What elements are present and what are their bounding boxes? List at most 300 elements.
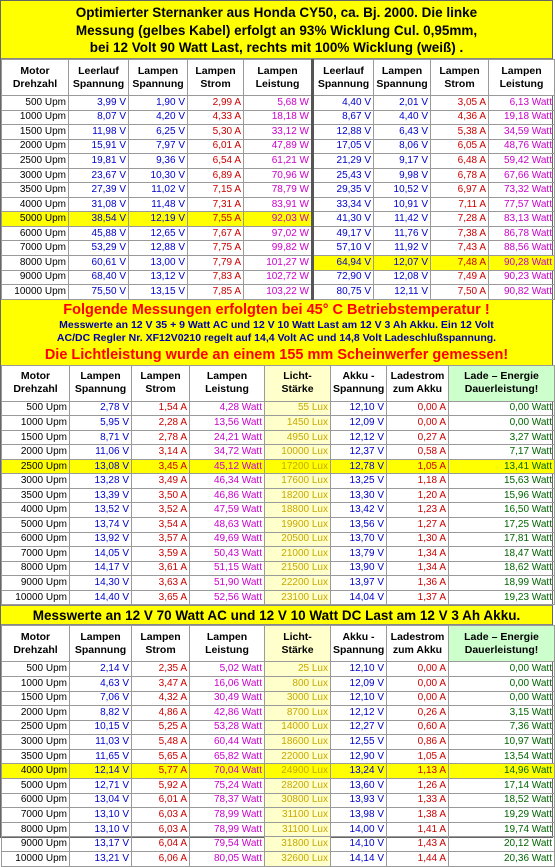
table-cell: 19,18 Watt bbox=[489, 110, 555, 125]
column-header: Motor Drehzahl bbox=[2, 365, 70, 401]
table-cell: 2000 Upm bbox=[2, 445, 70, 460]
title-line-3: bei 12 Volt 90 Watt Last, rechts mit 100% Wicklung (weiß) . bbox=[89, 40, 464, 55]
table-cell: 9,36 V bbox=[129, 154, 188, 169]
table-cell: 20,36 Watt bbox=[449, 852, 555, 867]
table-cell: 48,76 Watt bbox=[489, 139, 555, 154]
table-cell: 77,57 Watt bbox=[489, 197, 555, 212]
column-header: Akku - Spannung bbox=[331, 626, 387, 662]
table-cell: 6,43 V bbox=[374, 125, 431, 140]
table-cell: 13,98 V bbox=[331, 808, 387, 823]
table-cell: 11,76 V bbox=[374, 226, 431, 241]
table-cell: 11,92 V bbox=[374, 241, 431, 256]
table-cell: 16,06 Watt bbox=[190, 676, 265, 691]
table-cell: 6,03 A bbox=[132, 808, 190, 823]
table-cell: 75,50 V bbox=[69, 285, 129, 300]
table-cell: 19,81 V bbox=[69, 154, 129, 169]
table-row bbox=[2, 139, 555, 154]
table-row bbox=[2, 110, 555, 125]
table-cell: 13,39 V bbox=[70, 488, 132, 503]
table-cell: 13,10 V bbox=[70, 808, 132, 823]
table-cell: 6,04 A bbox=[132, 837, 190, 852]
table-cell: 1,38 A bbox=[387, 808, 449, 823]
column-header: Lampen Spannung bbox=[374, 60, 431, 96]
table-cell: 1,41 A bbox=[387, 822, 449, 837]
table-cell: 500 Upm bbox=[2, 96, 69, 111]
table-cell: 5,30 A bbox=[188, 125, 244, 140]
regulator-note: AC/DC Regler Nr. XF12V0210 regelt auf 14,4 Volt AC und 14,8 Volt Ladeschlußspannung. bbox=[56, 332, 497, 345]
table-cell: 14,10 V bbox=[331, 837, 387, 852]
headlight-note: Die Lichtleistung wurde an einem 155 mm Scheinwerfer gemessen! bbox=[44, 346, 509, 363]
table-cell: 3,45 A bbox=[132, 459, 190, 474]
table-cell: 6,03 A bbox=[132, 822, 190, 837]
table-cell: 11,06 V bbox=[70, 445, 132, 460]
table-cell: 3,27 Watt bbox=[449, 430, 555, 445]
conditions-banner bbox=[1, 300, 552, 365]
table-cell: 6000 Upm bbox=[2, 226, 69, 241]
table-cell: 12,10 V bbox=[331, 401, 387, 416]
table-cell: 10000 Lux bbox=[265, 445, 331, 460]
table-cell: 5000 Upm bbox=[2, 212, 69, 227]
table-cell: 13,92 V bbox=[70, 532, 132, 547]
table-cell: 33,34 V bbox=[313, 197, 374, 212]
table-cell: 41,30 V bbox=[313, 212, 374, 227]
table-cell: 23100 Lux bbox=[265, 590, 331, 605]
table-cell: 60,44 Watt bbox=[190, 735, 265, 750]
table-cell: 1,34 A bbox=[387, 561, 449, 576]
table-cell: 31,08 V bbox=[69, 197, 129, 212]
table-cell: 18200 Lux bbox=[265, 488, 331, 503]
table-cell: 21500 Lux bbox=[265, 561, 331, 576]
title-banner bbox=[1, 1, 552, 59]
table-cell: 1,37 A bbox=[387, 590, 449, 605]
table-cell: 7,38 A bbox=[431, 226, 489, 241]
table-cell: 12,78 V bbox=[331, 459, 387, 474]
table-cell: 23,67 V bbox=[69, 168, 129, 183]
table-cell: 7,28 A bbox=[431, 212, 489, 227]
table-cell: 7,97 V bbox=[129, 139, 188, 154]
table-cell: 1000 Upm bbox=[2, 676, 70, 691]
table-cell: 13,04 V bbox=[70, 793, 132, 808]
table-cell: 46,34 Watt bbox=[190, 474, 265, 489]
table-cell: 5,25 A bbox=[132, 720, 190, 735]
table-cell: 12,14 V bbox=[70, 764, 132, 779]
table-cell: 1,90 V bbox=[129, 96, 188, 111]
table-cell: 92,03 W bbox=[244, 212, 313, 227]
table-cell: 9000 Upm bbox=[2, 837, 70, 852]
table-row bbox=[2, 445, 555, 460]
table-cell: 0,00 A bbox=[387, 401, 449, 416]
column-header: Lampen Strom bbox=[431, 60, 489, 96]
table-cell: 7,15 A bbox=[188, 183, 244, 198]
table-cell: 47,89 W bbox=[244, 139, 313, 154]
table-cell: 6000 Upm bbox=[2, 532, 70, 547]
table-cell: 3,63 A bbox=[132, 576, 190, 591]
table-cell: 14,40 V bbox=[70, 590, 132, 605]
table-cell: 1,27 A bbox=[387, 518, 449, 533]
table-cell: 13,25 V bbox=[331, 474, 387, 489]
column-header: Lade – Energie Dauerleistung! bbox=[449, 365, 555, 401]
table-cell: 8,67 V bbox=[313, 110, 374, 125]
table-cell: 3500 Upm bbox=[2, 183, 69, 198]
table-row bbox=[2, 168, 555, 183]
table-cell: 3000 Upm bbox=[2, 168, 69, 183]
table-cell: 11,98 V bbox=[69, 125, 129, 140]
column-header: Lampen Strom bbox=[132, 365, 190, 401]
table-cell: 4,28 Watt bbox=[190, 401, 265, 416]
table-cell: 6,05 A bbox=[431, 139, 489, 154]
table-cell: 13,60 V bbox=[331, 779, 387, 794]
load-note: Messwerte an 12 V 35 + 9 Watt AC und 12 V 10 Watt Last am 12 V 3 Ah Akku. Ein 12 Volt bbox=[59, 318, 494, 331]
column-header: Lampen Leistung bbox=[489, 60, 555, 96]
table-cell: 0,00 Watt bbox=[449, 662, 555, 677]
column-header: Lampen Leistung bbox=[190, 626, 265, 662]
table-cell: 70,96 W bbox=[244, 168, 313, 183]
table-cell: 52,56 Watt bbox=[190, 590, 265, 605]
table-cell: 49,17 V bbox=[313, 226, 374, 241]
table-cell: 18600 Lux bbox=[265, 735, 331, 750]
table-cell: 50,43 Watt bbox=[190, 547, 265, 562]
table-cell: 79,54 Watt bbox=[190, 837, 265, 852]
table-cell: 8,07 V bbox=[69, 110, 129, 125]
table-cell: 4000 Upm bbox=[2, 764, 70, 779]
table-cell: 13,56 Watt bbox=[190, 416, 265, 431]
table-cell: 2000 Upm bbox=[2, 139, 69, 154]
table-cell: 1,05 A bbox=[387, 459, 449, 474]
table-row bbox=[2, 183, 555, 198]
table-cell: 13,17 V bbox=[70, 837, 132, 852]
table-cell: 2500 Upm bbox=[2, 459, 70, 474]
table-row bbox=[2, 154, 555, 169]
table-cell: 0,58 A bbox=[387, 445, 449, 460]
table-cell: 4000 Upm bbox=[2, 503, 70, 518]
table-cell: 12,37 V bbox=[331, 445, 387, 460]
table-cell: 90,23 Watt bbox=[489, 270, 555, 285]
table-cell: 6,78 A bbox=[431, 168, 489, 183]
table-cell: 12,65 V bbox=[129, 226, 188, 241]
table-cell: 7000 Upm bbox=[2, 547, 70, 562]
table-cell: 2500 Upm bbox=[2, 720, 70, 735]
table-cell: 3,50 A bbox=[132, 488, 190, 503]
table-cell: 0,00 A bbox=[387, 676, 449, 691]
table-cell: 59,42 Watt bbox=[489, 154, 555, 169]
table-cell: 13,15 V bbox=[129, 285, 188, 300]
table-cell: 29,35 V bbox=[313, 183, 374, 198]
table-cell: 14,00 V bbox=[331, 822, 387, 837]
table-cell: 73,32 Watt bbox=[489, 183, 555, 198]
table-cell: 7,50 A bbox=[431, 285, 489, 300]
table-cell: 30,49 Watt bbox=[190, 691, 265, 706]
table-cell: 2,14 V bbox=[70, 662, 132, 677]
table-cell: 78,99 Watt bbox=[190, 822, 265, 837]
table-cell: 90,82 Watt bbox=[489, 285, 555, 300]
table-cell: 7,36 Watt bbox=[449, 720, 555, 735]
table-row bbox=[2, 270, 555, 285]
table-cell: 11,48 V bbox=[129, 197, 188, 212]
table-cell: 5000 Upm bbox=[2, 518, 70, 533]
table-cell: 51,15 Watt bbox=[190, 561, 265, 576]
table-cell: 1,26 A bbox=[387, 779, 449, 794]
table-cell: 0,27 A bbox=[387, 430, 449, 445]
table-cell: 19,23 Watt bbox=[449, 590, 555, 605]
table-cell: 1,43 A bbox=[387, 837, 449, 852]
table-cell: 7000 Upm bbox=[2, 808, 70, 823]
table-cell: 8000 Upm bbox=[2, 822, 70, 837]
table-cell: 6,25 V bbox=[129, 125, 188, 140]
table-cell: 0,00 Watt bbox=[449, 401, 555, 416]
table-cell: 33,12 W bbox=[244, 125, 313, 140]
table-cell: 12,09 V bbox=[331, 416, 387, 431]
table-cell: 6,54 A bbox=[188, 154, 244, 169]
table-row bbox=[2, 416, 555, 431]
table-cell: 0,00 A bbox=[387, 691, 449, 706]
table-cell: 12,88 V bbox=[313, 125, 374, 140]
table-cell: 4,63 V bbox=[70, 676, 132, 691]
table-cell: 9000 Upm bbox=[2, 270, 69, 285]
table-cell: 19,74 Watt bbox=[449, 822, 555, 837]
table-cell: 1,34 A bbox=[387, 547, 449, 562]
temperature-note: Folgende Messungen erfolgten bei 45° C Betriebstemperatur ! bbox=[63, 301, 490, 318]
table-cell: 12,12 V bbox=[331, 430, 387, 445]
table-cell: 5,65 A bbox=[132, 749, 190, 764]
table-cell: 12,07 V bbox=[374, 256, 431, 271]
column-header: Licht- Stärke bbox=[265, 626, 331, 662]
table-cell: 2,99 A bbox=[188, 96, 244, 111]
table-cell: 13,52 V bbox=[70, 503, 132, 518]
table-cell: 3,14 A bbox=[132, 445, 190, 460]
table-cell: 13,42 V bbox=[331, 503, 387, 518]
table-cell: 12,88 V bbox=[129, 241, 188, 256]
table-cell: 6,13 Watt bbox=[489, 96, 555, 111]
table-cell: 6000 Upm bbox=[2, 793, 70, 808]
table-cell: 21,29 V bbox=[313, 154, 374, 169]
table-cell: 72,90 V bbox=[313, 270, 374, 285]
table-cell: 3,57 A bbox=[132, 532, 190, 547]
table-cell: 28200 Lux bbox=[265, 779, 331, 794]
table-cell: 49,69 Watt bbox=[190, 532, 265, 547]
table-cell: 12,11 V bbox=[374, 285, 431, 300]
table-cell: 57,10 V bbox=[313, 241, 374, 256]
table-cell: 13,10 V bbox=[70, 822, 132, 837]
table-cell: 5,92 A bbox=[132, 779, 190, 794]
table-cell: 9000 Upm bbox=[2, 576, 70, 591]
table-cell: 12,10 V bbox=[331, 662, 387, 677]
table-cell: 7,48 A bbox=[431, 256, 489, 271]
table-cell: 8700 Lux bbox=[265, 706, 331, 721]
table-cell: 34,72 Watt bbox=[190, 445, 265, 460]
table-cell: 13,21 V bbox=[70, 852, 132, 867]
table-row bbox=[2, 808, 555, 823]
table-cell: 101,27 W bbox=[244, 256, 313, 271]
table-cell: 4,32 A bbox=[132, 691, 190, 706]
table-cell: 1000 Upm bbox=[2, 416, 70, 431]
table-cell: 6,01 A bbox=[132, 793, 190, 808]
table-cell: 11,02 V bbox=[129, 183, 188, 198]
table-row bbox=[2, 547, 555, 562]
table-cell: 65,82 Watt bbox=[190, 749, 265, 764]
table-cell: 3,49 A bbox=[132, 474, 190, 489]
table-cell: 30800 Lux bbox=[265, 793, 331, 808]
table-cell: 8000 Upm bbox=[2, 561, 70, 576]
table-cell: 8,71 V bbox=[70, 430, 132, 445]
table-cell: 20500 Lux bbox=[265, 532, 331, 547]
table-cell: 500 Upm bbox=[2, 662, 70, 677]
table-cell: 45,88 V bbox=[69, 226, 129, 241]
table-cell: 13,28 V bbox=[70, 474, 132, 489]
table-cell: 3,61 A bbox=[132, 561, 190, 576]
table-cell: 1,05 A bbox=[387, 749, 449, 764]
table-cell: 1000 Upm bbox=[2, 110, 69, 125]
table-cell: 2500 Upm bbox=[2, 154, 69, 169]
table-cell: 18,99 Watt bbox=[449, 576, 555, 591]
section3-banner: Messwerte an 12 V 70 Watt AC und 12 V 10 Watt DC Last am 12 V 3 Ah Akku. bbox=[1, 605, 552, 625]
table-cell: 2,78 A bbox=[132, 430, 190, 445]
table-cell: 12,27 V bbox=[331, 720, 387, 735]
table-row bbox=[2, 285, 555, 300]
table-cell: 1,13 A bbox=[387, 764, 449, 779]
table-cell: 83,91 W bbox=[244, 197, 313, 212]
table-cell: 3500 Upm bbox=[2, 488, 70, 503]
table-cell: 18,62 Watt bbox=[449, 561, 555, 576]
table-cell: 3000 Upm bbox=[2, 735, 70, 750]
table-row bbox=[2, 590, 555, 605]
table-cell: 80,75 V bbox=[313, 285, 374, 300]
table-cell: 6,06 A bbox=[132, 852, 190, 867]
table-cell: 7,67 A bbox=[188, 226, 244, 241]
table-cell: 61,21 W bbox=[244, 154, 313, 169]
table-cell: 0,00 A bbox=[387, 662, 449, 677]
table-cell: 102,72 W bbox=[244, 270, 313, 285]
table-cell: 13,00 V bbox=[129, 256, 188, 271]
table-cell: 14,96 Watt bbox=[449, 764, 555, 779]
title-line-1: Optimierter Sternanker aus Honda CY50, ca. Bj. 2000. Die linke bbox=[75, 5, 478, 20]
table-cell: 1,33 A bbox=[387, 793, 449, 808]
table-cell: 14,17 V bbox=[70, 561, 132, 576]
table-cell: 7,31 A bbox=[188, 197, 244, 212]
table-cell: 22200 Lux bbox=[265, 576, 331, 591]
table-cell: 0,26 A bbox=[387, 706, 449, 721]
table-row bbox=[2, 125, 555, 140]
table-cell: 5,38 A bbox=[431, 125, 489, 140]
table-row bbox=[2, 720, 555, 735]
table-cell: 14000 Lux bbox=[265, 720, 331, 735]
column-header: Lampen Leistung bbox=[190, 365, 265, 401]
table-cell: 14,14 V bbox=[331, 852, 387, 867]
column-header: Licht- Stärke bbox=[265, 365, 331, 401]
table-cell: 13,90 V bbox=[331, 561, 387, 576]
table-cell: 6,89 A bbox=[188, 168, 244, 183]
table-cell: 13,30 V bbox=[331, 488, 387, 503]
table-cell: 20,12 Watt bbox=[449, 837, 555, 852]
table-cell: 17,05 V bbox=[313, 139, 374, 154]
table-cell: 47,59 Watt bbox=[190, 503, 265, 518]
column-header: Lampen Leistung bbox=[244, 60, 313, 96]
table-cell: 4,86 A bbox=[132, 706, 190, 721]
table-cell: 25,43 V bbox=[313, 168, 374, 183]
table-cell: 5,68 W bbox=[244, 96, 313, 111]
table-cell: 10000 Upm bbox=[2, 590, 70, 605]
table-row bbox=[2, 706, 555, 721]
column-header: Leerlauf Spannung bbox=[69, 60, 129, 96]
table-cell: 1,54 A bbox=[132, 401, 190, 416]
table-cell: 15,63 Watt bbox=[449, 474, 555, 489]
table-cell: 31100 Lux bbox=[265, 808, 331, 823]
table-row bbox=[2, 837, 555, 852]
table-cell: 3000 Upm bbox=[2, 474, 70, 489]
table-cell: 13,79 V bbox=[331, 547, 387, 562]
table-cell: 3,47 A bbox=[132, 676, 190, 691]
table-cell: 21000 Lux bbox=[265, 547, 331, 562]
table-cell: 3,52 A bbox=[132, 503, 190, 518]
table-cell: 3,15 Watt bbox=[449, 706, 555, 721]
table-cell: 9,98 V bbox=[374, 168, 431, 183]
table-cell: 75,24 Watt bbox=[190, 779, 265, 794]
table-row bbox=[2, 503, 555, 518]
table-cell: 8000 Upm bbox=[2, 256, 69, 271]
table-row bbox=[2, 212, 555, 227]
table-cell: 10,97 Watt bbox=[449, 735, 555, 750]
table-cell: 19900 Lux bbox=[265, 518, 331, 533]
table-cell: 7,06 V bbox=[70, 691, 132, 706]
table-cell: 13,70 V bbox=[331, 532, 387, 547]
table-cell: 0,00 Watt bbox=[449, 676, 555, 691]
table-cell: 1,30 A bbox=[387, 532, 449, 547]
table-cell: 10000 Upm bbox=[2, 852, 70, 867]
table-cell: 2,28 A bbox=[132, 416, 190, 431]
table-cell: 14,04 V bbox=[331, 590, 387, 605]
table-cell: 17,14 Watt bbox=[449, 779, 555, 794]
table-cell: 8,06 V bbox=[374, 139, 431, 154]
table-cell: 12,19 V bbox=[129, 212, 188, 227]
table-cell: 4950 Lux bbox=[265, 430, 331, 445]
table-cell: 16,50 Watt bbox=[449, 503, 555, 518]
table-cell: 17200 Lux bbox=[265, 459, 331, 474]
table-cell: 11,65 V bbox=[70, 749, 132, 764]
table-cell: 7,55 A bbox=[188, 212, 244, 227]
table-cell: 25 Lux bbox=[265, 662, 331, 677]
table-cell: 70,04 Watt bbox=[190, 764, 265, 779]
column-header: Lampen Strom bbox=[188, 60, 244, 96]
table-cell: 0,86 A bbox=[387, 735, 449, 750]
table-cell: 4,36 A bbox=[431, 110, 489, 125]
table-cell: 11,03 V bbox=[70, 735, 132, 750]
table-row bbox=[2, 779, 555, 794]
table-row bbox=[2, 532, 555, 547]
table-cell: 78,79 W bbox=[244, 183, 313, 198]
measurement-table-2 bbox=[1, 365, 555, 606]
table-cell: 1,44 A bbox=[387, 852, 449, 867]
column-header: Lampen Spannung bbox=[70, 365, 132, 401]
table-cell: 4,40 V bbox=[313, 96, 374, 111]
column-header: Motor Drehzahl bbox=[2, 60, 69, 96]
table-cell: 5000 Upm bbox=[2, 779, 70, 794]
column-header: Ladestrom zum Akku bbox=[387, 626, 449, 662]
table-cell: 17,25 Watt bbox=[449, 518, 555, 533]
table-row bbox=[2, 226, 555, 241]
table-row bbox=[2, 852, 555, 867]
table-cell: 1500 Upm bbox=[2, 691, 70, 706]
table-cell: 10000 Upm bbox=[2, 285, 69, 300]
table-row bbox=[2, 241, 555, 256]
table-cell: 5,77 A bbox=[132, 764, 190, 779]
table-cell: 3,54 A bbox=[132, 518, 190, 533]
table-cell: 17,81 Watt bbox=[449, 532, 555, 547]
table-cell: 15,91 V bbox=[69, 139, 129, 154]
table-cell: 2,35 A bbox=[132, 662, 190, 677]
table-cell: 7,49 A bbox=[431, 270, 489, 285]
table-cell: 99,82 W bbox=[244, 241, 313, 256]
table-cell: 12,12 V bbox=[331, 706, 387, 721]
table-cell: 4000 Upm bbox=[2, 197, 69, 212]
